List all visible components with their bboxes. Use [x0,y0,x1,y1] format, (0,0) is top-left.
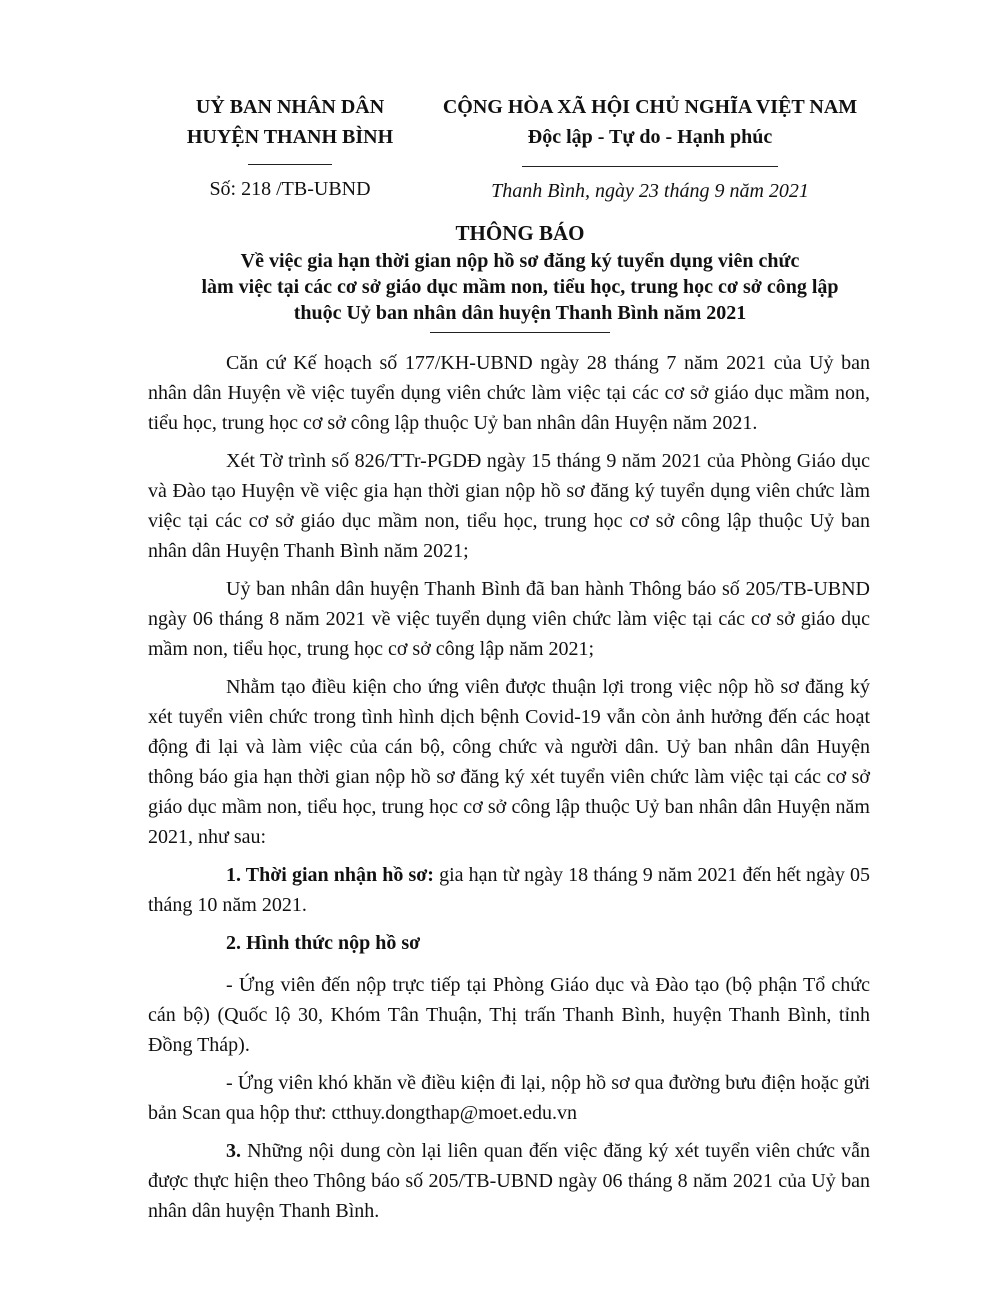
section-1 [148,860,870,920]
agency-line-2: HUYỆN THANH BÌNH [186,126,394,148]
title-line-1: Về việc gia hạn thời gian nộp hồ sơ đăng ký tuyển dụng viên chức [240,250,800,272]
agency-underline [248,164,332,165]
title-line-3: thuộc Uỷ ban nhân dân huyện Thanh Bình năm 2021 [293,302,747,324]
national-motto [420,92,880,167]
paragraph-purpose: Nhằm tạo điều kiện cho ứng viên được thuận lợi trong việc nộp hồ sơ đăng ký xét tuyển viên chức trong tình hình dịch bệnh Covid-19 vẫn còn ảnh hưởng đến các hoạt động đi lại và làm việc của cán bộ, công chức và người dân. Uỷ ban nhân dân Huyện thông báo gia hạn thời gian nộp hồ sơ đăng ký xét tuyển viên chức làm việc tại các cơ sở giáo dục mầm non, tiểu học, trung học cơ sở công lập thuộc Uỷ ban nhân dân Huyện năm 2021, như sau: [148,676,870,848]
title-main: THÔNG BÁO [455,221,585,245]
document-number: Số: 218 /TB-UBND [209,178,371,200]
section-1-text: gia hạn từ ngày 18 tháng 9 năm 2021 đến hết ngày 05 tháng 10 năm 2021. [148,864,871,916]
issuing-agency [160,92,420,165]
title-underline [430,332,610,333]
motto: Độc lập - Tự do - Hạnh phúc [527,126,773,148]
section-2-item-1: - Ứng viên đến nộp trực tiếp tại Phòng Giáo dục và Đào tạo (bộ phận Tổ chức cán bộ) (Quốc lộ 30, Khóm Tân Thuận, Thị trấn Thanh Bình, huyện Thanh Bình, tỉnh Đồng Tháp). [148,974,870,1056]
motto-underline [522,166,778,167]
paragraph-basis-plan: Căn cứ Kế hoạch số 177/KH-UBND ngày 28 tháng 7 năm 2021 của Uỷ ban nhân dân Huyện về việc tuyển dụng viên chức làm việc tại các cơ sở giáo dục mầm non, tiểu học, trung học cơ sở công lập thuộc Uỷ ban nhân dân Huyện năm 2021. [148,352,870,434]
section-3-label: 3. [226,1140,241,1162]
agency-line-1: UỶ BAN NHÂN DÂN [195,96,385,118]
document-body [148,348,870,1234]
paragraph-prior-notice: Uỷ ban nhân dân huyện Thanh Bình đã ban hành Thông báo số 205/TB-UBND ngày 06 tháng 8 năm 2021 về việc tuyển dụng viên chức làm việc tại các cơ sở giáo dục mầm non, tiểu học, trung học cơ sở công lập năm 2021; [148,578,870,660]
country-name: CỘNG HÒA XÃ HỘI CHỦ NGHĨA VIỆT NAM [442,96,858,118]
document-title [140,218,900,333]
document-date: Thanh Bình, ngày 23 tháng 9 năm 2021 [491,180,809,202]
section-2-heading: 2. Hình thức nộp hồ sơ [226,932,421,954]
paragraph-submission: Xét Tờ trình số 826/TTr-PGDĐ ngày 15 tháng 9 năm 2021 của Phòng Giáo dục và Đào tạo Huyện về việc gia hạn thời gian nộp hồ sơ đăng ký tuyển dụng viên chức làm việc tại các cơ sở giáo dục mầm non, tiểu học, trung học cơ sở công lập thuộc Uỷ ban nhân dân Huyện Thanh Bình năm 2021; [148,450,870,562]
title-line-2: làm việc tại các cơ sở giáo dục mầm non, tiểu học, trung học cơ sở công lập [201,276,839,298]
section-1-label: 1. Thời gian nhận hồ sơ: [226,864,434,886]
section-2-item-2: - Ứng viên khó khăn về điều kiện đi lại, nộp hồ sơ qua đường bưu điện hoặc gửi bản Scan qua hộp thư: ctthuy.dongthap@moet.edu.vn [148,1072,870,1124]
section-3 [148,1136,870,1226]
section-3-text: Những nội dung còn lại liên quan đến việc đăng ký xét tuyển viên chức vẫn được thực hiện theo Thông báo số 205/TB-UBND ngày 06 tháng 8 năm 2021 của Uỷ ban nhân dân huyện Thanh Bình. [148,1140,870,1222]
